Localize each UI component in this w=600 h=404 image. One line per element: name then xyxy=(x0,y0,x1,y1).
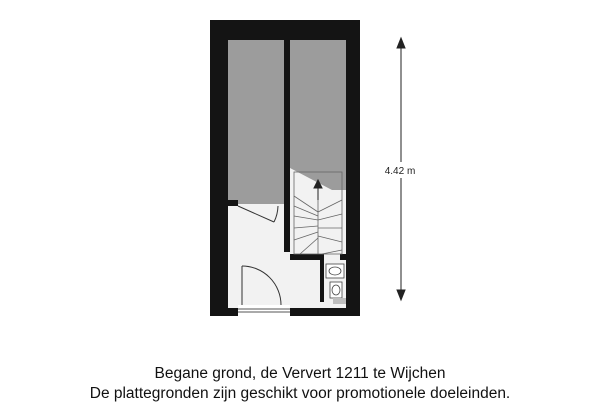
wall-left-horizontal xyxy=(228,200,238,206)
caption-title: Begane grond, de Ververt 1211 te Wijchen xyxy=(154,365,446,382)
front-door-opening xyxy=(238,305,290,316)
wall-toilet-left xyxy=(320,258,324,302)
hall-floor xyxy=(228,204,290,308)
room-left-shaded xyxy=(228,40,284,204)
room-right-shaded xyxy=(290,40,346,168)
wall-vertical-center xyxy=(284,40,290,252)
meter-cabinet xyxy=(333,298,346,304)
wall-toilet-right xyxy=(340,254,346,260)
dimension-label: 4.42 m xyxy=(384,166,416,177)
caption-disclaimer: De plattegronden zijn geschikt voor promotionele doeleinden. xyxy=(89,385,511,402)
wall-stair-bottom xyxy=(290,254,324,260)
